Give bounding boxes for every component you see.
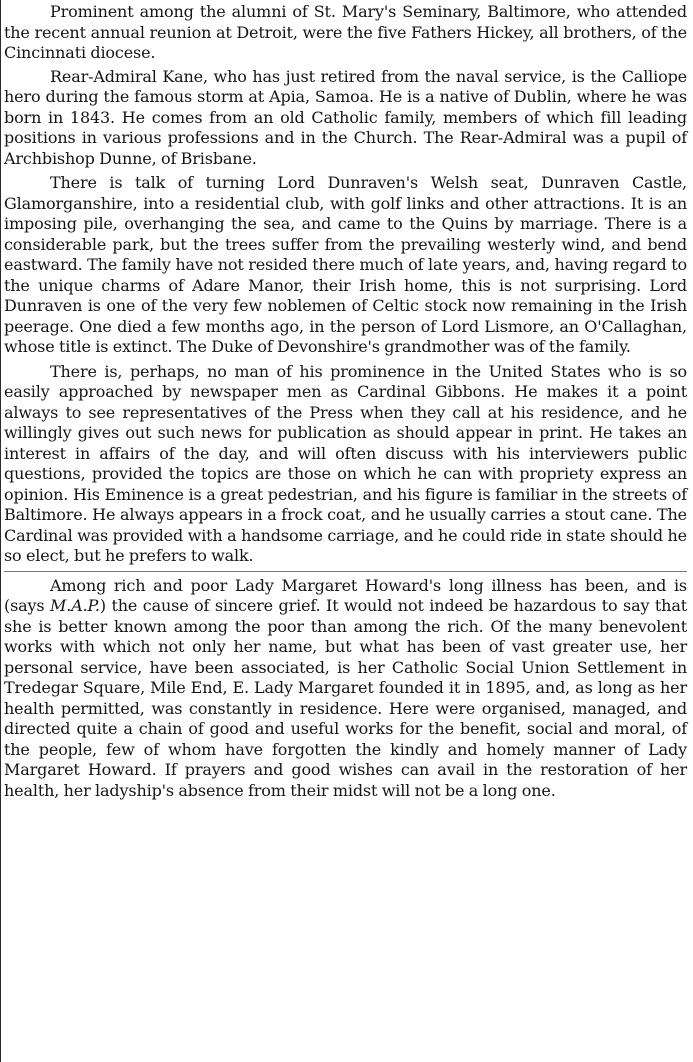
paragraph-rear-admiral-kane: Rear-Admiral Kane, who has just retired from the naval service, is the Calliope hero during the famous storm at Apia, Samoa. He is a native of Dublin, where he was born in 1843. He comes from an old Catholic family, members of which fill leading positions in various professions and in the Church. The Rear-Admiral was a pupil of Archbishop Dunne, of Brisbane. [4, 66, 687, 168]
paragraph-lady-margaret-howard-text-end: ) the cause of sincere grief. It would not indeed be hazardous to say that she is better known among the poor than among the rich. Of the many benevolent works with which not only her name, but what has been of vast greater use, her personal service, have been associated, is her Catholic Social Union Settlement in Tredegar Square, Mile End, E. Lady Margaret founded it in 1895, and, as long as her health permitted, was constantly in residence. Here were organised, managed, and directed quite a chain of good and useful works for the benefit, social and moral, of the people, few of whom have forgotten the kindly and homely manner of Lady Margaret Howard. If prayers and good wishes can avail in the restoration of her health, her ladyship's absence from their midst will not be a long one. [4, 596, 687, 800]
paragraph-lady-margaret-howard-text-start: Among rich and poor Lady Margaret Howard's long illness has been, and is (says [4, 575, 687, 615]
paragraph-dunraven-castle: There is talk of turning Lord Dunraven's Welsh seat, Dunraven Castle, Glamorganshire, into a residential club, with golf links and other attractions. It is an imposing pile, overhanging the sea, and came to the Quins by marriage. There is a considerable park, but the trees suffer from the prevailing westerly wind, and bend eastward. The family have not resided there much of late years, and, having regard to the unique charms of Adare Manor, their Irish home, this is not surprising. Lord Dunraven is one of the very few noblemen of Celtic stock now remaining in the Irish peerage. One died a few months ago, in the person of Lord Lismore, an O'Callaghan, whose title is extinct. The Duke of Devonshire's grandmother was of the family. [4, 173, 687, 356]
paragraph-st-marys-alumni: Prominent among the alumni of St. Mary's Seminary, Baltimore, who attended the recent annual reunion at Detroit, were the five Fathers Hickey, all brothers, of the Cincinnati diocese. [4, 2, 687, 62]
paragraph-lady-margaret-howard [4, 576, 687, 802]
section-divider [4, 571, 687, 572]
column-left-rule [0, 0, 1, 1062]
map-publication-name: M.A.P. [50, 596, 100, 615]
paragraph-cardinal-gibbons: There is, perhaps, no man of his prominence in the United States who is so easily approached by newspaper men as Cardinal Gibbons. He makes it a point always to see representatives of the Press when they call at his residence, and he willingly gives out such news for publication as should appear in print. He takes an interest in affairs of the day, and will often discuss with his interviewers public questions, provided the topics are those on which he can with propriety express an opinion. His Eminence is a great pedestrian, and his figure is familiar in the streets of Baltimore. He always appears in a frock coat, and he usually carries a stout cane. The Cardinal was provided with a handsome carriage, and he could ride in state should he so elect, but he prefers to walk. [4, 361, 687, 565]
